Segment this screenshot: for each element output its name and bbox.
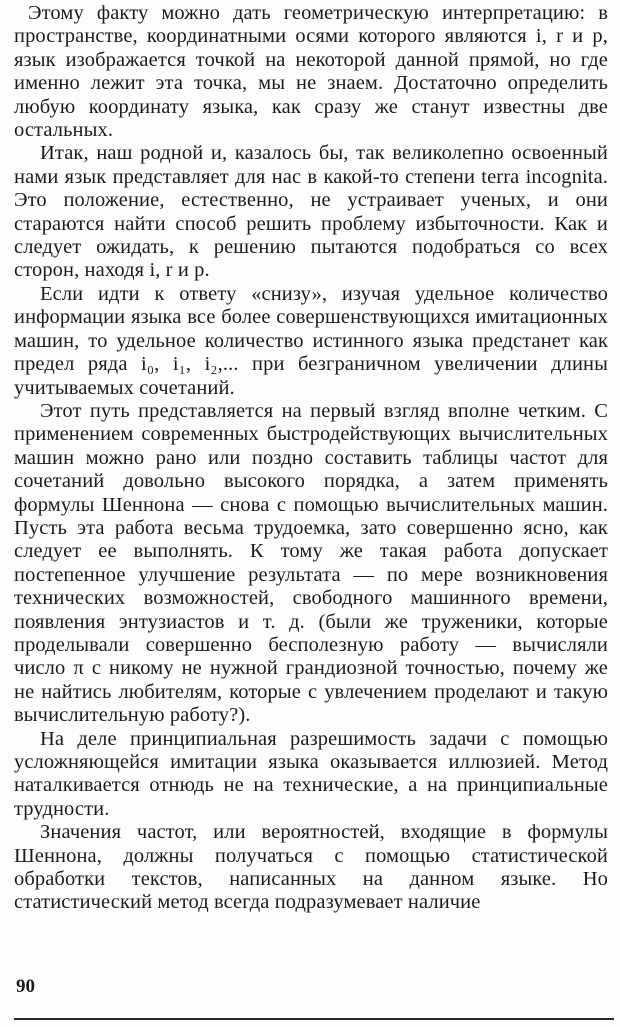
paragraph-statistical-method: Значения частот, или вероятностей, входящие в формулы Шеннона, должны получаться с помощью статистической обработки текстов, написанных на данном языке. Но статистический метод всегда подразумевает наличие — [14, 821, 608, 914]
paragraph-illusion: На деле принципиальная разрешимость задачи с помощью усложняющейся имитации языка оказывается иллюзией. Метод наталкивается отнюдь не на технические, а на принципиальные трудности. — [14, 727, 608, 820]
paragraph-computing-path: Этот путь представляется на первый взгляд вполне четким. С применением современных быстродействующих вычислительных машин можно рано или поздно составить таблицы частот для сочетаний довольно высокого порядка, а затем применять формулы Шеннона — снова с помощью вычислительных машин. Пусть эта работа весьма трудоемка, зато совершенно ясно, как следует ее выполнять. К тому же такая работа допускает постепенное улучшение результата — по мере возникновения технических возможностей, свободного машинного времени, появления энтузиастов и т. д. (были же труженики, которые проделывали совершенно бесполезную работу — вычисляли число π с никому не нужной грандиозной точностью, почему же не найтись любителям, которые с увлечением проделают и такую вычислительную работу?). — [14, 399, 608, 727]
paragraph-terra-incognita: Итак, наш родной и, казалось бы, так великолепно освоенный нами язык представляет для нас в какой-то степени terra incognita. Это положение, естественно, не устраивает ученых, и они стараются найти способ решить проблему избыточности. Как и следует ожидать, к решению пытаются подобраться со всех сторон, находя i, r и p. — [14, 142, 608, 282]
body-text — [14, 2, 608, 915]
paragraph-answer-from-below: Если идти к ответу «снизу», изучая удельное количество информации языка все более совершенствующихся имитационных машин, то удельное количество истинного языка предстанет как предел ряда i₀, i₁, i₂,... при безграничном увеличении длины учитываемых сочетаний. — [14, 282, 608, 399]
paragraph-geometric-interpretation: Этому факту можно дать геометрическую интерпретацию: в пространстве, координатными осями которого являются i, r и p, язык изображается точкой на некоторой данной прямой, но где именно лежит эта точка, мы не знаем. Достаточно определить любую координату языка, как сразу же станут известны две остальных. — [14, 2, 608, 142]
page-bottom-rule — [14, 1018, 614, 1020]
page-number: 90 — [16, 976, 35, 997]
